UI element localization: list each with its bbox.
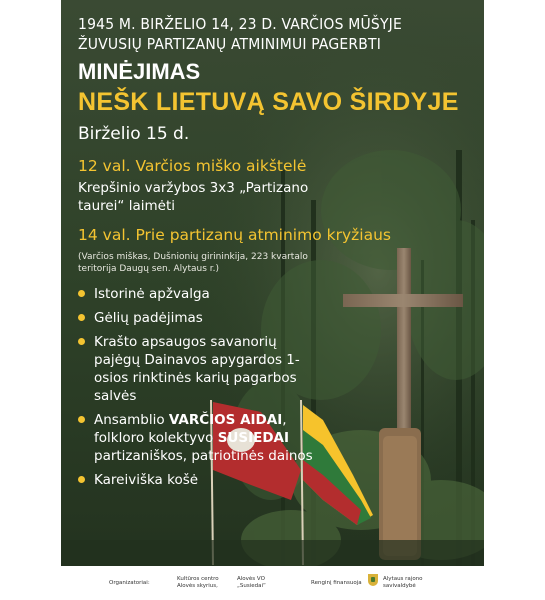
event-description-1: Krepšinio varžybos 3x3 „Partizano taurei“ laimėti xyxy=(78,180,309,214)
event-location-note: (Varčios miškas, Dušnionių girininkija, 223 kvartalo teritorija Daugų sen. Alytaus r.) xyxy=(78,252,308,274)
poster-slogan: NEŠK LIETUVĄ SAVO ŠIRDYJE xyxy=(78,88,459,116)
bullet-icon xyxy=(78,338,85,345)
list-item xyxy=(78,471,324,489)
bullet-icon xyxy=(78,290,85,297)
organizers-label: Organizatoriai: xyxy=(109,580,150,586)
collective-name: SUSIEDAI xyxy=(217,430,290,446)
list-item xyxy=(78,411,324,465)
organizer-1: Kultūros centro Alovės skyrius, xyxy=(177,576,219,589)
poster-title: MINĖJIMAS xyxy=(78,59,201,84)
event-time-1: 12 val. Varčios miško aikštelė xyxy=(78,157,307,175)
list-item xyxy=(78,309,324,327)
list-item xyxy=(78,333,324,405)
bullet-icon xyxy=(78,314,85,321)
poster-content xyxy=(78,14,468,495)
event-poster xyxy=(61,0,484,600)
event-time-2: 14 val. Prie partizanų atminimo kryžiaus xyxy=(78,226,391,244)
bullet-icon xyxy=(78,476,85,483)
poster-footer xyxy=(61,566,484,600)
event-date: Birželio 15 d. xyxy=(78,124,190,144)
program-list xyxy=(78,285,468,489)
header-line-2: ŽUVUSIŲ PARTIZANŲ ATMINIMUI PAGERBTI xyxy=(78,35,382,53)
header-line-1: 1945 M. BIRŽELIO 14, 23 D. VARČIOS MŪŠYJE xyxy=(78,15,402,33)
program-item-label xyxy=(94,412,313,464)
coat-of-arms-icon xyxy=(368,574,378,586)
funding-label: Renginį finansuoja xyxy=(311,580,362,586)
program-item-suffix: partizaniškos, patriotinės dainos xyxy=(94,448,313,464)
program-item-prefix: Ansamblio xyxy=(94,412,169,428)
program-item-label: Istorinė apžvalga xyxy=(94,286,210,302)
program-item-label: Krašto apsaugos savanorių pajėgų Dainavos apygardos 1-osios rinktinės karių pagarbos salvės xyxy=(94,334,300,404)
list-item xyxy=(78,285,324,303)
program-item-label: Kareiviška košė xyxy=(94,472,199,488)
program-item-middle: , folkloro kolektyvo xyxy=(94,412,287,446)
organizer-2: Alovės VO „Susiedai“ xyxy=(237,576,266,589)
bullet-icon xyxy=(78,416,85,423)
ensemble-name: VARČIOS AIDAI xyxy=(168,412,283,428)
funder-name: Alytaus rajono savivaldybė xyxy=(383,576,423,589)
program-item-label: Gėlių padėjimas xyxy=(94,310,203,326)
